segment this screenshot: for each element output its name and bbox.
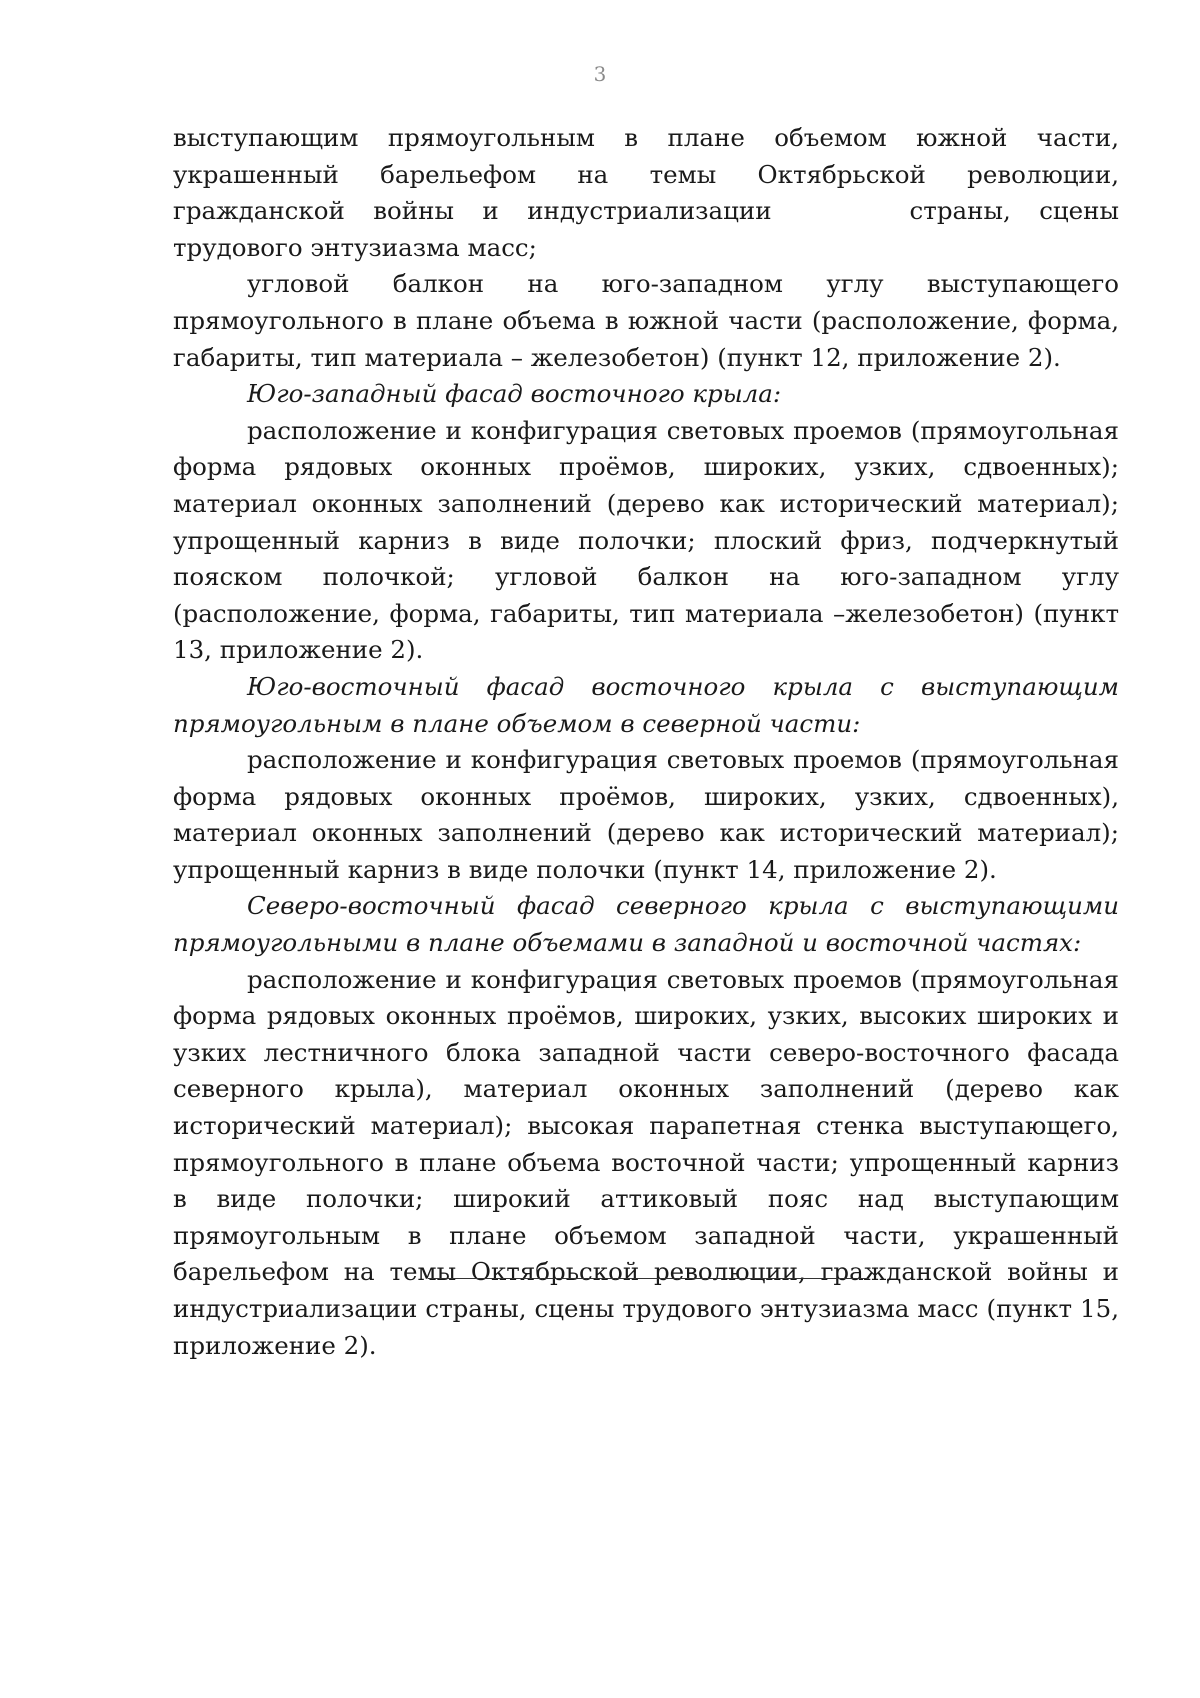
paragraph: угловой балкон на юго-западном углу выступающего прямоугольного в плане объема в южной части (расположение, форма, габариты, тип материала – железобетон) (пункт 12, приложение 2). [173, 269, 1119, 372]
end-separator-line [428, 1278, 868, 1279]
paragraph-continuation [173, 120, 1119, 266]
section-heading: Северо-восточный фасад северного крыла с выступающими прямоугольными в плане объемами в западной и восточной частях: [173, 891, 1119, 958]
paragraph-text-tail: страны, сцены трудового энтузиазма масс; [173, 196, 1119, 262]
paragraph: расположение и конфигурация световых проемов (прямоугольная форма рядовых оконных проёмов, широких, узких, высоких широких и узких лестничного блока западной части северо-восточного фасада северного крыла), материал оконных заполнений (дерево как исторический материал); высокая парапетная стенка выступающего, прямоугольного в плане объема восточной части; упрощенный карниз в виде полочки; широкий аттиковый пояс над выступающим прямоугольным в плане объемом западной части, украшенный барельефом на темы Октябрьской революции, гражданской войны и индустриализации страны, сцены трудового энтузиазма масс (пункт 15, приложение 2). [173, 964, 1119, 1360]
paragraph: расположение и конфигурация световых проемов (прямоугольная форма рядовых оконных проёмов, широких, узких, сдвоенных); материал оконных заполнений (дерево как исторический материал); упрощенный карниз в виде полочки; плоский фриз, подчеркнутый пояском полочкой; угловой балкон на юго-западном углу (расположение, форма, габариты, тип материала –железобетон) (пункт 13, приложение 2). [173, 415, 1119, 665]
paragraph-text: выступающим прямоугольным в плане объемом южной части, украшенный барельефом на темы Октябрьской революции, гражданской войны и индустриализации [173, 123, 1119, 226]
section-heading: Юго-западный фасад восточного крыла: [247, 379, 782, 409]
paragraph: расположение и конфигурация световых проемов (прямоугольная форма рядовых оконных проёмов, широких, узких, сдвоенных), материал оконных заполнений (дерево как исторический материал); упрощенный карниз в виде полочки (пункт 14, приложение 2). [173, 745, 1119, 884]
page-number: 3 [593, 62, 607, 86]
section-heading: Юго-восточный фасад восточного крыла с выступающим прямоугольным в плане объемом в северной части: [173, 671, 1119, 738]
document-body [173, 120, 1119, 1364]
